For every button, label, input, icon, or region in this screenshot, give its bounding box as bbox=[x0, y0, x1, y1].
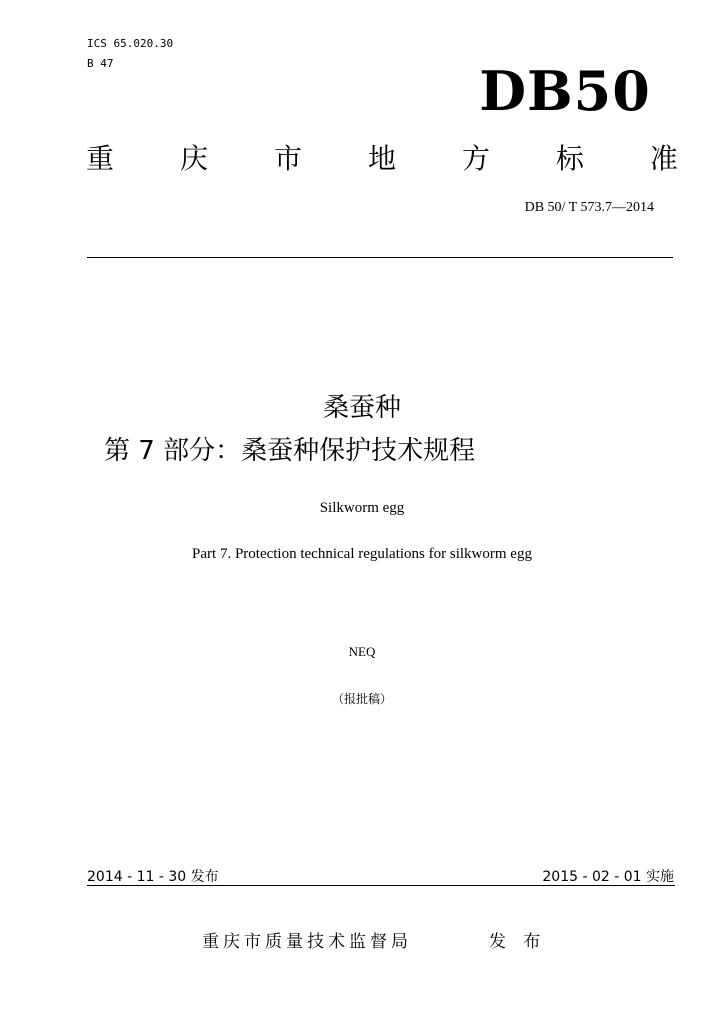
local-standard-heading bbox=[86, 141, 678, 177]
publish-date: 2014 - 11 - 30 发布 bbox=[87, 869, 219, 885]
heading-char: 市 bbox=[273, 142, 302, 175]
heading-char: 地 bbox=[367, 142, 396, 175]
heading-char: 准 bbox=[649, 142, 678, 175]
document-title: 桑蚕种 bbox=[322, 393, 401, 423]
english-title: Silkworm egg bbox=[319, 500, 405, 516]
issue-label: 发 布 bbox=[489, 932, 547, 952]
footer-divider bbox=[87, 885, 675, 886]
implement-date: 2015 - 02 - 01 实施 bbox=[542, 869, 674, 885]
standard-number: DB 50/ T 573.7—2014 bbox=[524, 200, 654, 215]
issuing-authority: 重庆市质量技术监督局 bbox=[202, 932, 412, 952]
heading-char: 方 bbox=[461, 142, 490, 175]
heading-char: 标 bbox=[555, 142, 584, 175]
ics-code: ICS 65.020.30 bbox=[87, 37, 174, 50]
standard-logo: DB50 bbox=[479, 59, 651, 123]
heading-char: 庆 bbox=[179, 142, 208, 175]
document-subtitle: 第 7 部分：桑蚕种保护技术规程 bbox=[104, 436, 476, 466]
draft-status: （报批稿） bbox=[331, 692, 392, 706]
consistency-mark: NEQ bbox=[348, 644, 376, 659]
english-subtitle: Part 7. Protection technical regulations for silkworm egg bbox=[192, 546, 532, 562]
heading-char: 重 bbox=[86, 142, 115, 175]
header-divider bbox=[87, 257, 673, 258]
classification-code: B 47 bbox=[87, 57, 114, 70]
